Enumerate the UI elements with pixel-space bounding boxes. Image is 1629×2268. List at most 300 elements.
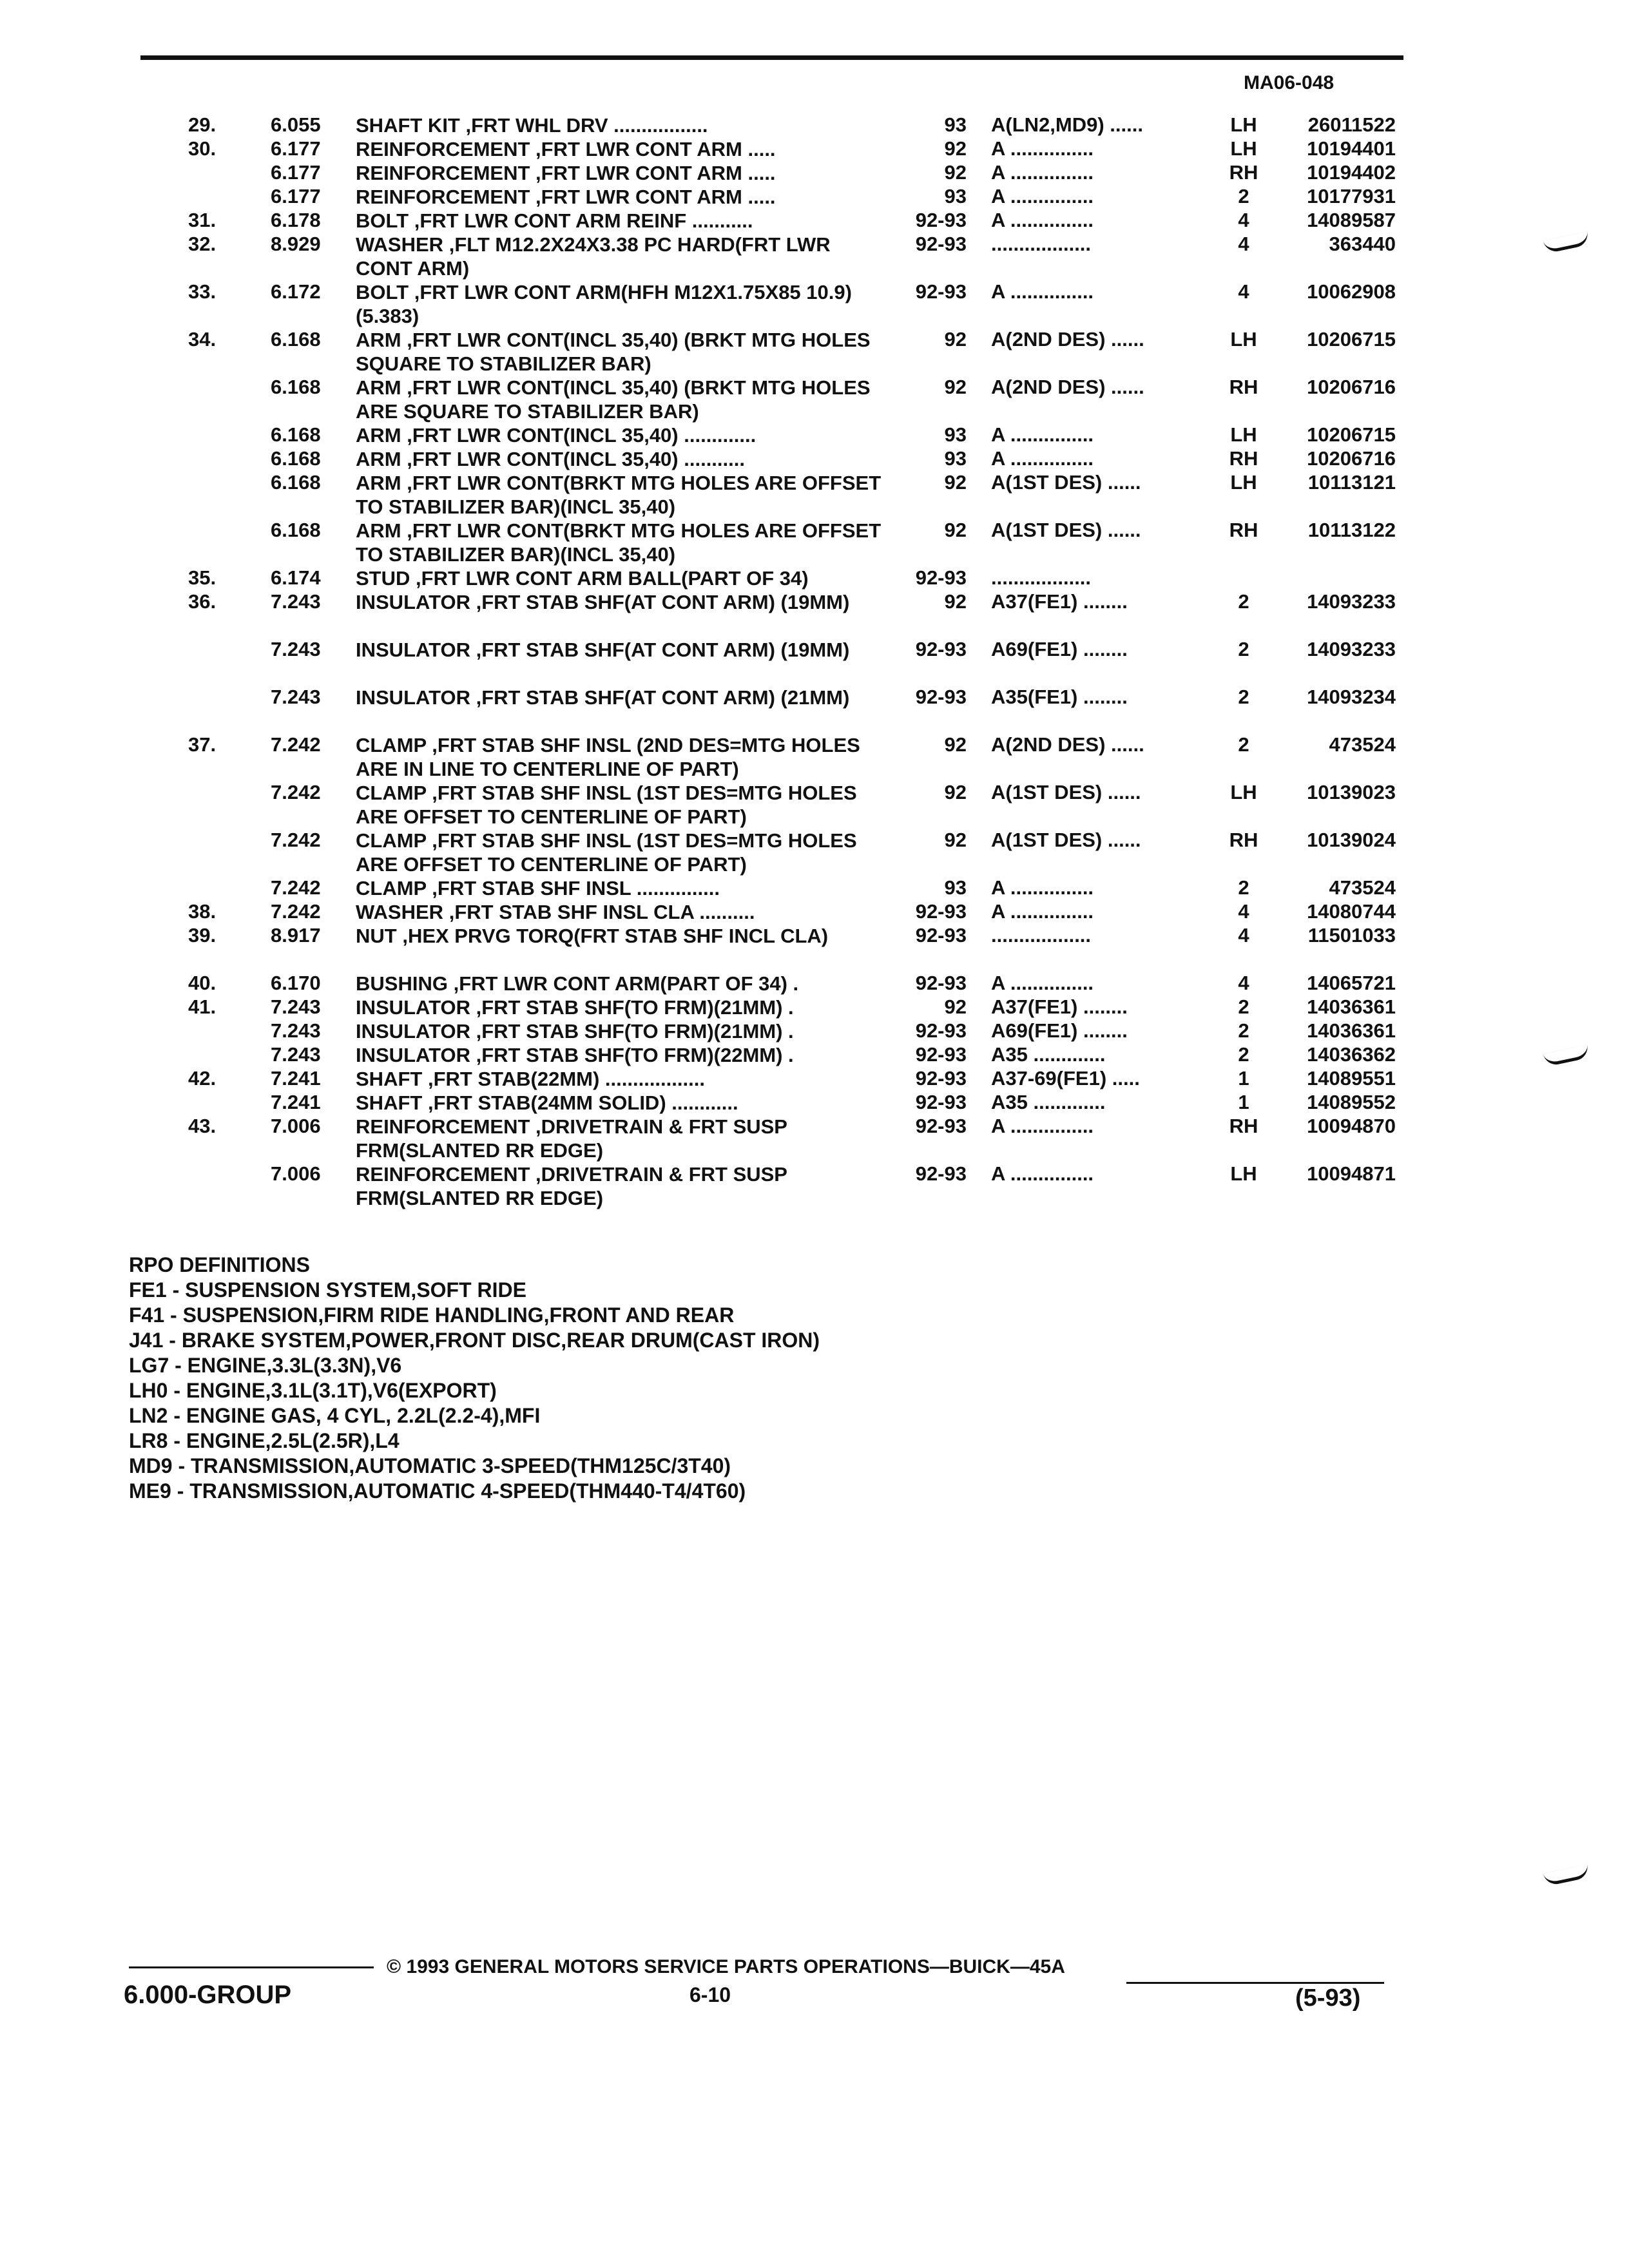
part-description	[356, 447, 884, 471]
group-number: 7.243	[271, 995, 321, 1018]
group-number: 6.168	[271, 376, 321, 398]
part-detail: ,HEX PRVG TORQ(FRT STAB SHF INCL CLA)	[402, 925, 829, 947]
rpo-item: LR8 - ENGINE,2.5L(2.5R),L4	[129, 1429, 400, 1452]
usage-code: A35 .............	[991, 1043, 1106, 1066]
usage-code: A ...............	[991, 900, 1094, 923]
part-description	[356, 137, 884, 161]
parts-row	[0, 924, 1629, 972]
part-description	[356, 519, 884, 566]
part-detail: ,FRT LWR CONT ARM REINF ...........	[414, 209, 753, 232]
part-name: ARM	[356, 448, 401, 470]
part-number: 10094871	[1307, 1162, 1396, 1185]
part-description	[356, 781, 884, 829]
side: LH	[1230, 423, 1257, 446]
part-number: 14080744	[1307, 900, 1396, 923]
part-detail: ,FRT LWR CONT(INCL 35,40) (BRKT MTG HOLES ARE SQUARE TO STABILIZER BAR)	[356, 376, 871, 423]
parts-row	[0, 233, 1629, 280]
part-description	[356, 566, 884, 590]
model-year: 92-93	[915, 900, 967, 923]
part-number: 14089552	[1307, 1091, 1396, 1113]
usage-code: A ...............	[991, 137, 1094, 160]
usage-code: ..................	[991, 233, 1092, 255]
part-name: INSULATOR	[356, 591, 470, 613]
group-label: 6.000-GROUP	[124, 1981, 292, 2009]
part-name: CLAMP	[356, 734, 427, 756]
part-description	[356, 1067, 884, 1091]
group-number: 7.242	[271, 733, 321, 756]
part-name: ARM	[356, 376, 401, 399]
ref-number: 39.	[188, 924, 217, 947]
parts-row	[0, 876, 1629, 900]
part-detail: ,FRT STAB SHF(TO FRM)(21MM) .	[476, 1020, 794, 1043]
model-year: 92-93	[915, 566, 967, 589]
part-detail: ,FRT STAB SHF(TO FRM)(22MM) .	[476, 1044, 794, 1066]
part-name: INSULATOR	[356, 686, 470, 709]
model-year: 92-93	[915, 1043, 967, 1066]
ref-number: 36.	[188, 590, 217, 613]
group-number: 6.168	[271, 519, 321, 541]
part-description	[356, 1043, 884, 1067]
quantity: 2	[1238, 995, 1249, 1018]
group-number: 7.241	[271, 1067, 321, 1090]
side: LH	[1230, 113, 1257, 136]
parts-row	[0, 1162, 1629, 1210]
usage-code: A37(FE1) ........	[991, 590, 1128, 613]
part-name: REINFORCEMENT	[356, 138, 530, 160]
usage-code: A(LN2,MD9) ......	[991, 113, 1143, 136]
model-year: 92	[944, 376, 967, 398]
parts-row	[0, 1019, 1629, 1043]
part-detail: ,FRT STAB SHF(AT CONT ARM) (19MM)	[476, 639, 850, 661]
group-number: 7.243	[271, 638, 321, 660]
part-description	[356, 423, 884, 447]
parts-row	[0, 113, 1629, 137]
part-name: ARM	[356, 329, 401, 351]
model-year: 93	[944, 185, 967, 207]
part-detail: ,FRT STAB SHF INSL (1ST DES=MTG HOLES ARE OFFSET TO CENTERLINE OF PART)	[356, 782, 857, 828]
part-name: INSULATOR	[356, 1020, 470, 1043]
part-number: 14036361	[1307, 995, 1396, 1018]
parts-row	[0, 423, 1629, 447]
group-number: 8.917	[271, 924, 321, 947]
group-number: 6.168	[271, 471, 321, 494]
part-name: BOLT	[356, 209, 409, 232]
quantity: 4	[1238, 972, 1249, 994]
part-description	[356, 638, 884, 662]
ref-number: 33.	[188, 280, 217, 303]
part-name: SHAFT KIT	[356, 114, 460, 137]
part-description	[356, 328, 884, 376]
part-name: ARM	[356, 424, 401, 447]
usage-code: ..................	[991, 924, 1092, 947]
parts-list	[0, 113, 1629, 1210]
ref-number: 42.	[188, 1067, 217, 1090]
group-number: 6.168	[271, 423, 321, 446]
quantity: 1	[1238, 1067, 1249, 1090]
part-detail: ,DRIVETRAIN & FRT SUSP FRM(SLANTED RR EDGE)	[356, 1163, 787, 1209]
model-year: 92	[944, 995, 967, 1018]
part-number: 11501033	[1307, 924, 1396, 947]
part-description	[356, 829, 884, 876]
binder-tick-mark	[1543, 1864, 1590, 1887]
quantity: 2	[1238, 638, 1249, 660]
group-number: 7.243	[271, 686, 321, 708]
rpo-item: LH0 - ENGINE,3.1L(3.1T),V6(EXPORT)	[129, 1379, 497, 1402]
rpo-item: ME9 - TRANSMISSION,AUTOMATIC 4-SPEED(THM440-T4/4T60)	[129, 1479, 746, 1503]
part-detail: ,FRT STAB SHF(TO FRM)(21MM) .	[476, 996, 794, 1019]
model-year: 92-93	[915, 1091, 967, 1113]
part-number: 10206716	[1307, 447, 1396, 470]
model-year: 92	[944, 519, 967, 541]
parts-row	[0, 1091, 1629, 1115]
part-number: 10206715	[1307, 423, 1396, 446]
part-number: 10206715	[1307, 328, 1396, 351]
usage-code: A(1ST DES) ......	[991, 471, 1141, 494]
model-year: 93	[944, 447, 967, 470]
part-name: BUSHING	[356, 972, 448, 995]
part-number: 10113121	[1307, 471, 1396, 494]
parts-row	[0, 1115, 1629, 1162]
part-detail: ,FRT LWR CONT(INCL 35,40) (BRKT MTG HOLES SQUARE TO STABILIZER BAR)	[356, 329, 871, 375]
part-detail: ,FLT M12.2X24X3.38 PC HARD(FRT LWR CONT ARM)	[356, 233, 831, 280]
ref-number: 30.	[188, 137, 217, 160]
model-year: 92-93	[915, 1115, 967, 1137]
usage-code: A(1ST DES) ......	[991, 829, 1141, 851]
part-detail: ,FRT LWR CONT ARM BALL(PART OF 34)	[416, 567, 809, 590]
usage-code: A ...............	[991, 972, 1094, 994]
part-name: REINFORCEMENT	[356, 1163, 530, 1186]
parts-row	[0, 972, 1629, 995]
part-name: SHAFT	[356, 1068, 423, 1090]
page-number: 6-10	[689, 1983, 731, 2006]
usage-code: A35(FE1) ........	[991, 686, 1128, 708]
part-name: CLAMP	[356, 877, 427, 899]
rpo-item: FE1 - SUSPENSION SYSTEM,SOFT RIDE	[129, 1278, 526, 1302]
model-year: 92-93	[915, 686, 967, 708]
parts-row	[0, 1043, 1629, 1067]
part-description	[356, 733, 884, 781]
part-description	[356, 1019, 884, 1043]
part-description	[356, 233, 884, 280]
part-number: 10194402	[1307, 161, 1396, 184]
usage-code: A37(FE1) ........	[991, 995, 1128, 1018]
group-number: 7.242	[271, 829, 321, 851]
model-year: 92-93	[915, 1162, 967, 1185]
parts-row	[0, 519, 1629, 566]
usage-code: A ...............	[991, 161, 1094, 184]
part-description	[356, 113, 884, 137]
part-detail: ,FRT STAB SHF(AT CONT ARM) (19MM)	[476, 591, 850, 613]
part-description	[356, 185, 884, 209]
model-year: 92-93	[915, 209, 967, 231]
model-year: 92	[944, 137, 967, 160]
part-detail: ,FRT LWR CONT ARM .....	[535, 138, 776, 160]
usage-code: A ...............	[991, 447, 1094, 470]
parts-row	[0, 900, 1629, 924]
part-name: STUD	[356, 567, 410, 590]
quantity: 4	[1238, 233, 1249, 255]
quantity: 2	[1238, 185, 1249, 207]
part-description	[356, 924, 884, 948]
usage-code: A69(FE1) ........	[991, 638, 1128, 660]
quantity: 4	[1238, 900, 1249, 923]
usage-code: A ...............	[991, 876, 1094, 899]
quantity: 1	[1238, 1091, 1249, 1113]
part-name: WASHER	[356, 901, 444, 923]
part-description	[356, 209, 884, 233]
part-description	[356, 1115, 884, 1162]
usage-code: A ...............	[991, 209, 1094, 231]
part-name: INSULATOR	[356, 1044, 470, 1066]
part-name: REINFORCEMENT	[356, 1115, 530, 1138]
model-year: 92	[944, 781, 967, 803]
part-name: NUT	[356, 925, 397, 947]
part-number: 473524	[1329, 876, 1396, 899]
model-year: 92-93	[915, 1019, 967, 1042]
side: LH	[1230, 781, 1257, 803]
rpo-definitions	[129, 1253, 820, 1504]
ref-number: 34.	[188, 328, 217, 351]
model-year: 92	[944, 161, 967, 184]
part-description	[356, 995, 884, 1019]
side: RH	[1229, 376, 1258, 398]
parts-row	[0, 566, 1629, 590]
part-detail: ,FRT LWR CONT ARM .....	[535, 186, 776, 208]
side: LH	[1230, 328, 1257, 351]
quantity: 2	[1238, 1019, 1249, 1042]
part-name: SHAFT	[356, 1091, 423, 1114]
part-number: 10139023	[1307, 781, 1396, 803]
parts-row	[0, 447, 1629, 471]
ref-number: 35.	[188, 566, 217, 589]
part-number: 14089587	[1307, 209, 1396, 231]
model-year: 93	[944, 423, 967, 446]
part-name: REINFORCEMENT	[356, 186, 530, 208]
ref-number: 32.	[188, 233, 217, 255]
parts-row	[0, 781, 1629, 829]
side: LH	[1230, 471, 1257, 494]
model-year: 92	[944, 471, 967, 494]
quantity: 2	[1238, 590, 1249, 613]
parts-row	[0, 209, 1629, 233]
quantity: 2	[1238, 1043, 1249, 1066]
part-description	[356, 876, 884, 900]
part-detail: ,FRT LWR CONT(BRKT MTG HOLES ARE OFFSET TO STABILIZER BAR)(INCL 35,40)	[356, 472, 882, 518]
group-number: 7.241	[271, 1091, 321, 1113]
usage-code: A(1ST DES) ......	[991, 781, 1141, 803]
part-number: 14089551	[1307, 1067, 1396, 1090]
model-year: 92-93	[915, 972, 967, 994]
part-number: 26011522	[1307, 113, 1396, 136]
parts-row	[0, 638, 1629, 686]
ref-number: 41.	[188, 995, 217, 1018]
part-description	[356, 972, 884, 995]
part-detail: ,FRT LWR CONT ARM(HFH M12X1.75X85 10.9)(5.383)	[356, 281, 852, 327]
parts-row	[0, 1067, 1629, 1091]
part-name: CLAMP	[356, 829, 427, 852]
rpo-item: LN2 - ENGINE GAS, 4 CYL, 2.2L(2.2-4),MFI	[129, 1404, 541, 1427]
group-number: 7.243	[271, 1043, 321, 1066]
rpo-item: MD9 - TRANSMISSION,AUTOMATIC 3-SPEED(THM125C/3T40)	[129, 1454, 731, 1477]
part-detail: ,FRT LWR CONT(INCL 35,40) ...........	[407, 448, 745, 470]
part-description	[356, 1091, 884, 1115]
ref-number: 31.	[188, 209, 217, 231]
part-number: 14065721	[1307, 972, 1396, 994]
group-number: 6.174	[271, 566, 321, 589]
parts-row	[0, 471, 1629, 519]
group-number: 6.168	[271, 328, 321, 351]
usage-code: A(2ND DES) ......	[991, 733, 1144, 756]
part-description	[356, 161, 884, 185]
part-number: 10094870	[1307, 1115, 1396, 1137]
ref-number: 38.	[188, 900, 217, 923]
group-number: 6.055	[271, 113, 321, 136]
usage-code: A ...............	[991, 423, 1094, 446]
part-number: 14093234	[1307, 686, 1396, 708]
usage-code: A35 .............	[991, 1091, 1106, 1113]
part-detail: ,FRT STAB SHF INSL (1ST DES=MTG HOLES ARE OFFSET TO CENTERLINE OF PART)	[356, 829, 857, 876]
usage-code: A ...............	[991, 185, 1094, 207]
parts-row	[0, 733, 1629, 781]
parts-row	[0, 686, 1629, 733]
rpo-heading: RPO DEFINITIONS	[129, 1253, 310, 1276]
rpo-item: F41 - SUSPENSION,FIRM RIDE HANDLING,FRONT AND REAR	[129, 1303, 735, 1327]
copyright-line: © 1993 GENERAL MOTORS SERVICE PARTS OPERATIONS—BUICK—45A	[387, 1956, 1065, 1977]
part-number: 14093233	[1307, 590, 1396, 613]
part-name: ARM	[356, 472, 401, 494]
parts-row	[0, 161, 1629, 185]
model-year: 92	[944, 328, 967, 351]
model-year: 92-93	[915, 233, 967, 255]
part-number: 14036362	[1307, 1043, 1396, 1066]
usage-code: ..................	[991, 566, 1092, 589]
part-name: WASHER	[356, 233, 444, 256]
group-number: 6.178	[271, 209, 321, 231]
part-number: 10206716	[1307, 376, 1396, 398]
top-rule	[140, 55, 1403, 60]
usage-code: A37-69(FE1) .....	[991, 1067, 1140, 1090]
part-name: BOLT	[356, 281, 409, 303]
group-number: 7.242	[271, 900, 321, 923]
part-name: INSULATOR	[356, 639, 470, 661]
usage-code: A ...............	[991, 280, 1094, 303]
part-detail: ,FRT LWR CONT ARM .....	[535, 162, 776, 184]
side: RH	[1229, 161, 1258, 184]
rpo-item: LG7 - ENGINE,3.3L(3.3N),V6	[129, 1354, 402, 1377]
part-number: 10139024	[1307, 829, 1396, 851]
part-number: 14093233	[1307, 638, 1396, 660]
usage-code: A(2ND DES) ......	[991, 376, 1144, 398]
usage-code: A69(FE1) ........	[991, 1019, 1128, 1042]
model-year: 92	[944, 733, 967, 756]
part-name: INSULATOR	[356, 996, 470, 1019]
part-number: 10194401	[1307, 137, 1396, 160]
side: RH	[1229, 1115, 1258, 1137]
part-detail: ,FRT LWR CONT ARM(PART OF 34) .	[453, 972, 799, 995]
part-number: 10113122	[1307, 519, 1396, 541]
part-detail: ,FRT LWR CONT(BRKT MTG HOLES ARE OFFSET TO STABILIZER BAR)(INCL 35,40)	[356, 519, 882, 566]
part-description	[356, 1162, 884, 1210]
footer-rule-left	[129, 1966, 374, 1968]
part-detail: ,FRT STAB(22MM) ..................	[427, 1068, 705, 1090]
group-number: 7.006	[271, 1115, 321, 1137]
ref-number: 40.	[188, 972, 217, 994]
quantity: 2	[1238, 876, 1249, 899]
group-number: 7.242	[271, 781, 321, 803]
part-name: CLAMP	[356, 782, 427, 804]
revision-date: (5-93)	[1295, 1984, 1361, 2012]
part-number: 363440	[1329, 233, 1396, 255]
quantity: 4	[1238, 209, 1249, 231]
model-year: 92	[944, 590, 967, 613]
model-year: 92	[944, 829, 967, 851]
group-number: 6.170	[271, 972, 321, 994]
parts-row	[0, 995, 1629, 1019]
group-number: 7.006	[271, 1162, 321, 1185]
group-number: 7.243	[271, 1019, 321, 1042]
ref-number: 29.	[188, 113, 217, 136]
quantity: 2	[1238, 686, 1249, 708]
rpo-item: J41 - BRAKE SYSTEM,POWER,FRONT DISC,REAR DRUM(CAST IRON)	[129, 1329, 820, 1352]
parts-row	[0, 328, 1629, 376]
ref-number: 43.	[188, 1115, 217, 1137]
part-detail: ,FRT STAB SHF INSL (2ND DES=MTG HOLES ARE IN LINE TO CENTERLINE OF PART)	[356, 734, 860, 780]
group-number: 6.177	[271, 161, 321, 184]
part-description	[356, 280, 884, 328]
usage-code: A ...............	[991, 1162, 1094, 1185]
parts-row	[0, 590, 1629, 638]
model-year: 93	[944, 876, 967, 899]
part-description	[356, 686, 884, 709]
part-detail: ,FRT STAB SHF INSL CLA ..........	[448, 901, 755, 923]
group-number: 6.177	[271, 137, 321, 160]
part-number: 10177931	[1307, 185, 1396, 207]
model-year: 92-93	[915, 638, 967, 660]
part-description	[356, 376, 884, 423]
model-year: 92-93	[915, 280, 967, 303]
quantity: 4	[1238, 280, 1249, 303]
parts-row	[0, 185, 1629, 209]
model-year: 92-93	[915, 924, 967, 947]
part-number: 10062908	[1307, 280, 1396, 303]
quantity: 4	[1238, 924, 1249, 947]
part-detail: ,FRT STAB(24MM SOLID) ............	[427, 1091, 738, 1114]
parts-row	[0, 280, 1629, 328]
part-detail: ,FRT WHL DRV .................	[465, 114, 708, 137]
part-detail: ,FRT LWR CONT(INCL 35,40) .............	[407, 424, 757, 447]
parts-row	[0, 137, 1629, 161]
parts-row	[0, 829, 1629, 876]
part-detail: ,DRIVETRAIN & FRT SUSP FRM(SLANTED RR EDGE)	[356, 1115, 787, 1162]
part-name: REINFORCEMENT	[356, 162, 530, 184]
group-number: 6.177	[271, 185, 321, 207]
group-number: 8.929	[271, 233, 321, 255]
part-description	[356, 471, 884, 519]
parts-row	[0, 376, 1629, 423]
side: LH	[1230, 137, 1257, 160]
side: RH	[1229, 447, 1258, 470]
model-year: 92-93	[915, 1067, 967, 1090]
part-description	[356, 590, 884, 614]
side: RH	[1229, 519, 1258, 541]
part-number: 473524	[1329, 733, 1396, 756]
part-detail: ,FRT STAB SHF(AT CONT ARM) (21MM)	[476, 686, 850, 709]
part-detail: ,FRT STAB SHF INSL ...............	[432, 877, 720, 899]
page-code: MA06-048	[1244, 72, 1335, 93]
part-name: ARM	[356, 519, 401, 542]
part-number: 14036361	[1307, 1019, 1396, 1042]
model-year: 93	[944, 113, 967, 136]
